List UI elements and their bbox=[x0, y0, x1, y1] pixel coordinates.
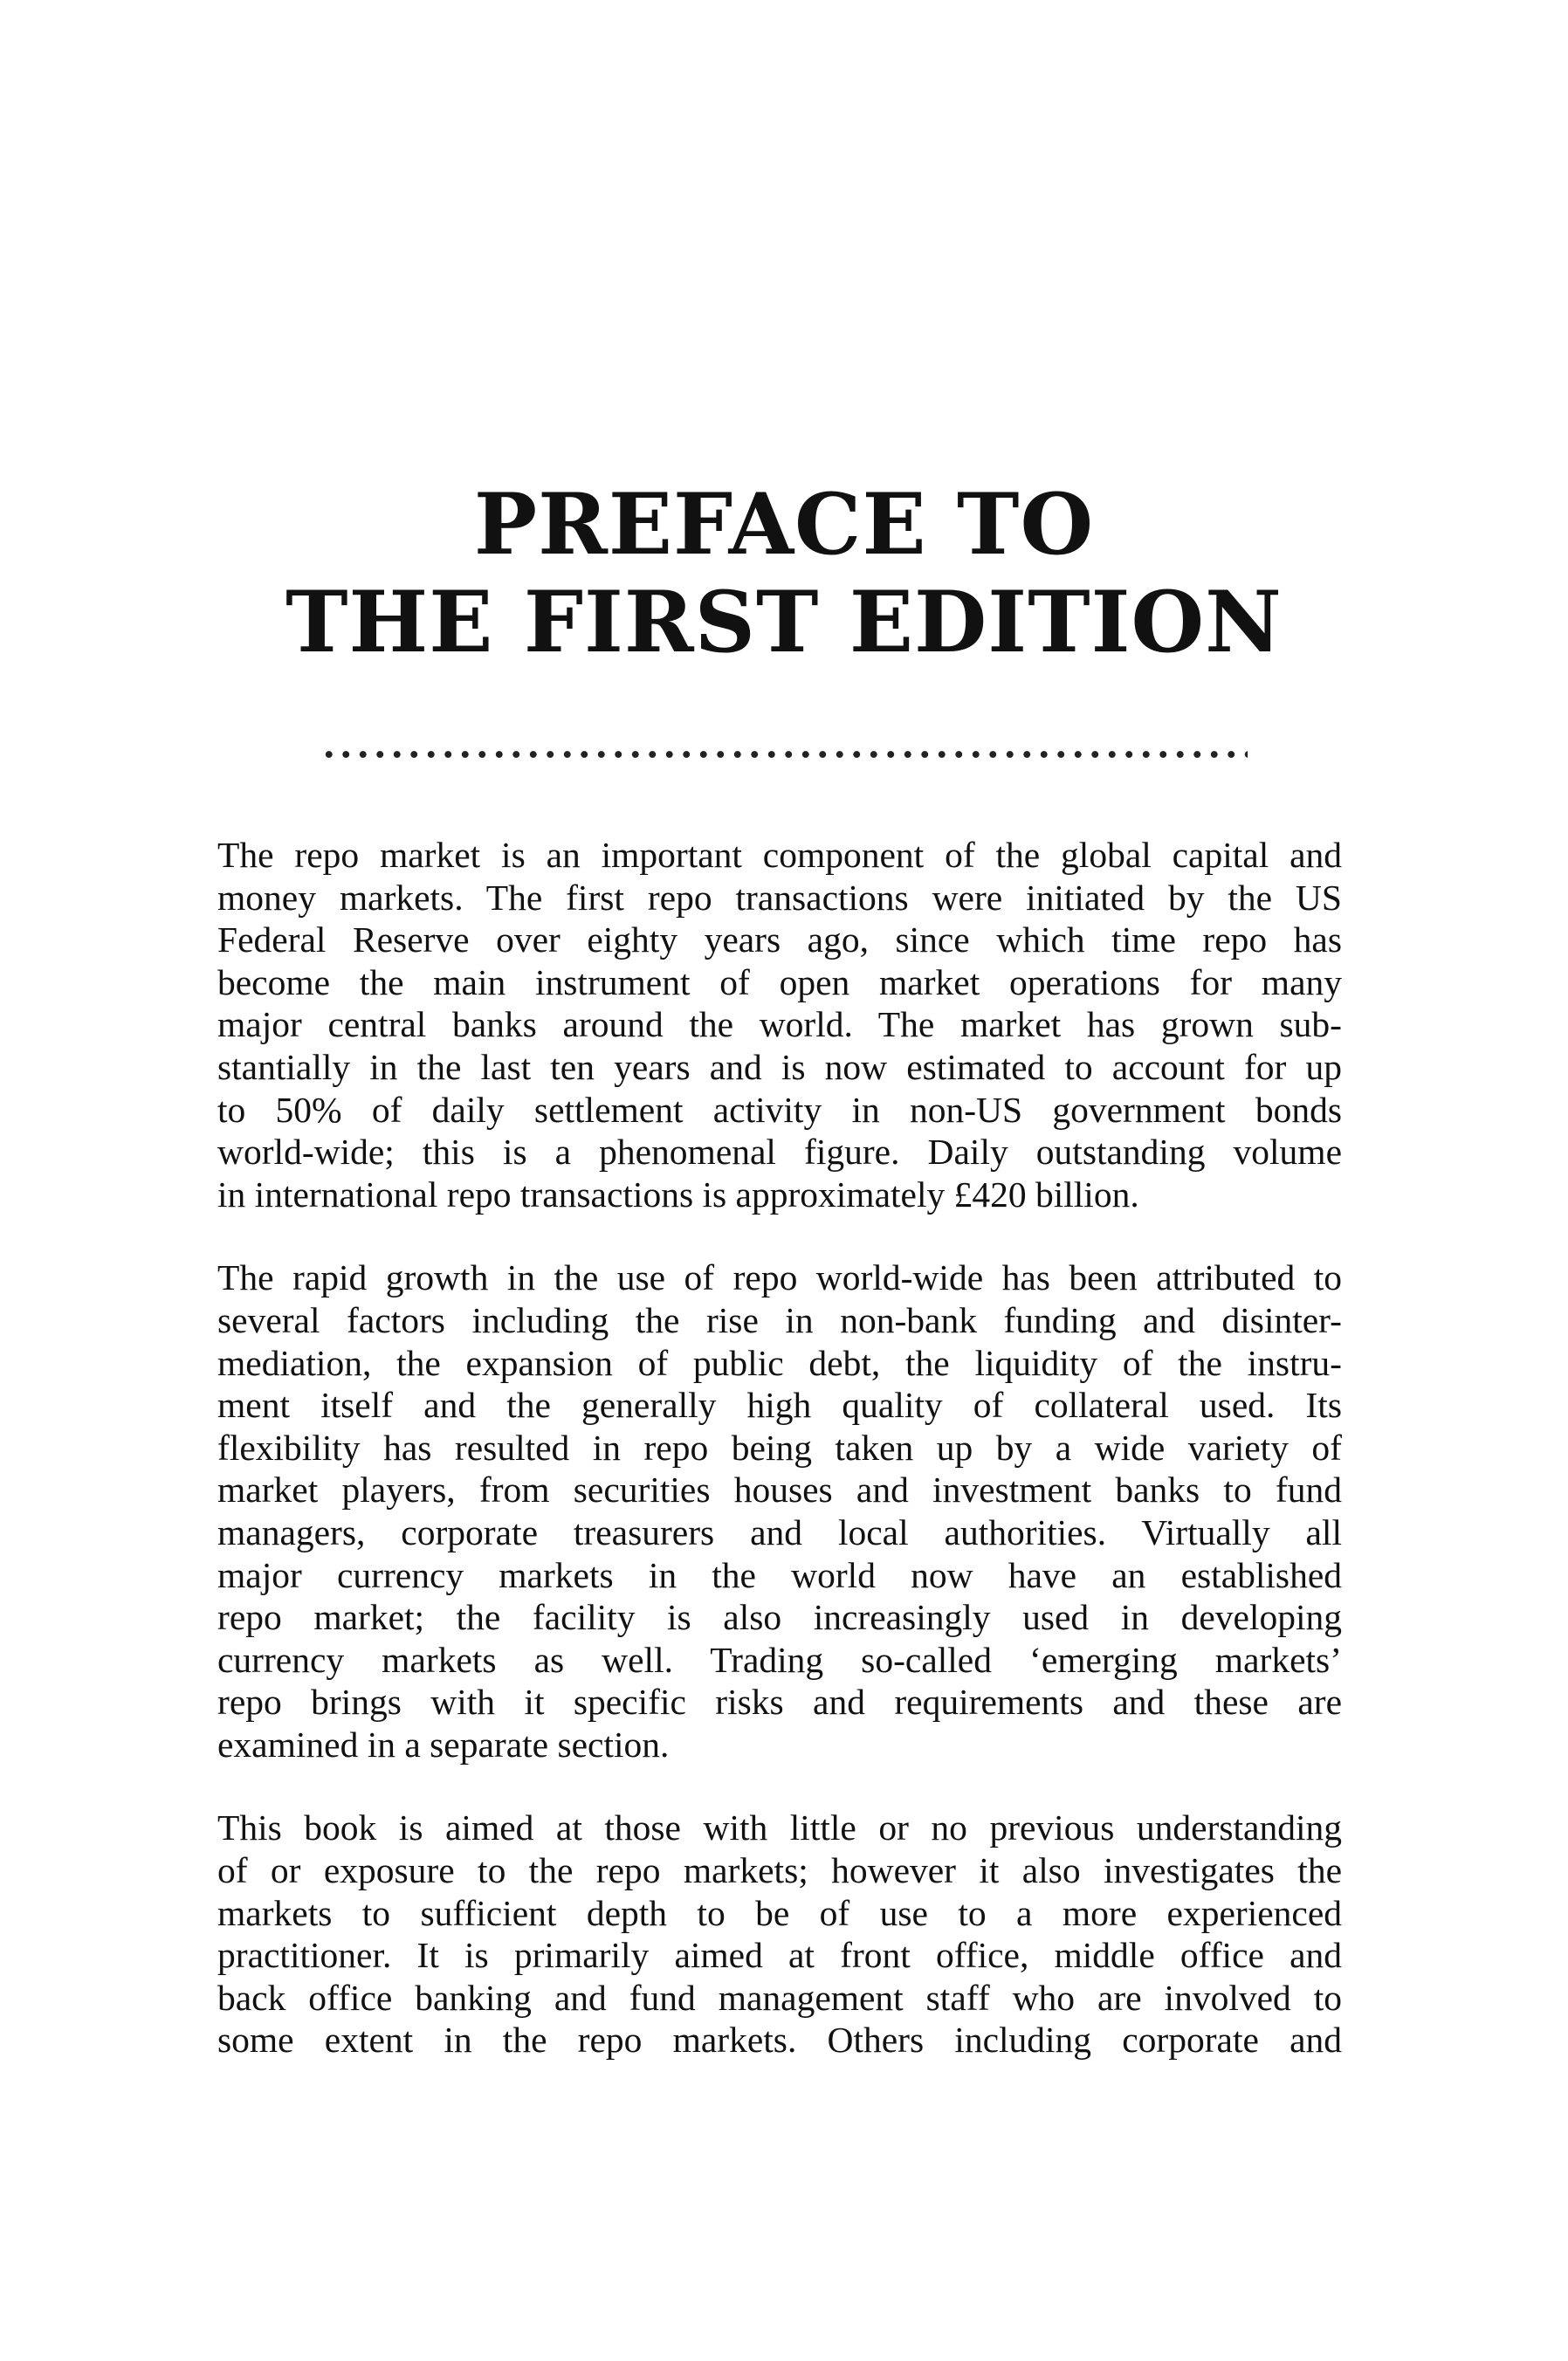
text-line: in international repo transactions is approximately £420 billion. bbox=[217, 1174, 1139, 1215]
text-line: practitioner. It is primarily aimed at front office, middle office and bbox=[217, 1935, 1342, 1976]
text-line: examined in a separate section. bbox=[217, 1724, 670, 1765]
text-line: Federal Reserve over eighty years ago, since which time repo has bbox=[217, 919, 1342, 960]
text-line: markets to sufficient depth to be of use to a more experienced bbox=[217, 1892, 1342, 1933]
text-line: of or exposure to the repo markets; however it also investigates the bbox=[217, 1850, 1342, 1891]
text-line: world-wide; this is a phenomenal figure. Daily outstanding volume bbox=[217, 1132, 1342, 1173]
title-line: THE FIRST EDITION bbox=[285, 573, 1283, 671]
page-title bbox=[0, 476, 1568, 671]
paragraph-2 bbox=[217, 1256, 1342, 1766]
text-line: repo brings with it specific risks and requirements and these are bbox=[217, 1682, 1342, 1723]
title-line: PREFACE TO bbox=[473, 475, 1095, 574]
paragraph-3 bbox=[217, 1807, 1342, 2062]
text-line: money markets. The first repo transactions were initiated by the US bbox=[217, 877, 1342, 918]
text-line: become the main instrument of open market operations for many bbox=[217, 961, 1342, 1002]
body-text bbox=[217, 834, 1342, 2103]
text-line: some extent in the repo markets. Others including corporate and bbox=[217, 2020, 1342, 2061]
text-line: The rapid growth in the use of repo world-wide has been attributed to bbox=[217, 1257, 1342, 1298]
text-line: managers, corporate treasurers and local authorities. Virtually all bbox=[217, 1511, 1342, 1552]
text-line: back office banking and fund management staff who are involved to bbox=[217, 1977, 1342, 2018]
paragraph-1 bbox=[217, 834, 1342, 1215]
text-line: stantially in the last ten years and is now estimated to account for up bbox=[217, 1046, 1342, 1087]
text-line: flexibility has resulted in repo being taken up by a wide variety of bbox=[217, 1427, 1342, 1468]
text-line: The repo market is an important component of the global capital and bbox=[217, 835, 1342, 875]
text-line: market players, from securities houses and investment banks to fund bbox=[217, 1470, 1342, 1511]
text-line: to 50% of daily settlement activity in non-US government bonds bbox=[217, 1089, 1342, 1130]
text-line: several factors including the rise in non-bank funding and disinter- bbox=[217, 1299, 1342, 1340]
text-line: currency markets as well. Trading so-called ‘emerging markets’ bbox=[217, 1639, 1342, 1680]
dotted-divider bbox=[320, 747, 1248, 761]
text-line: major central banks around the world. The market has grown sub- bbox=[217, 1004, 1342, 1045]
text-line: major currency markets in the world now have an established bbox=[217, 1554, 1342, 1595]
text-line: ment itself and the generally high quality of collateral used. Its bbox=[217, 1385, 1342, 1426]
text-line: repo market; the facility is also increasingly used in developing bbox=[217, 1597, 1342, 1638]
text-line: This book is aimed at those with little or no previous understanding bbox=[217, 1807, 1342, 1848]
text-line: mediation, the expansion of public debt, the liquidity of the instru- bbox=[217, 1342, 1342, 1383]
